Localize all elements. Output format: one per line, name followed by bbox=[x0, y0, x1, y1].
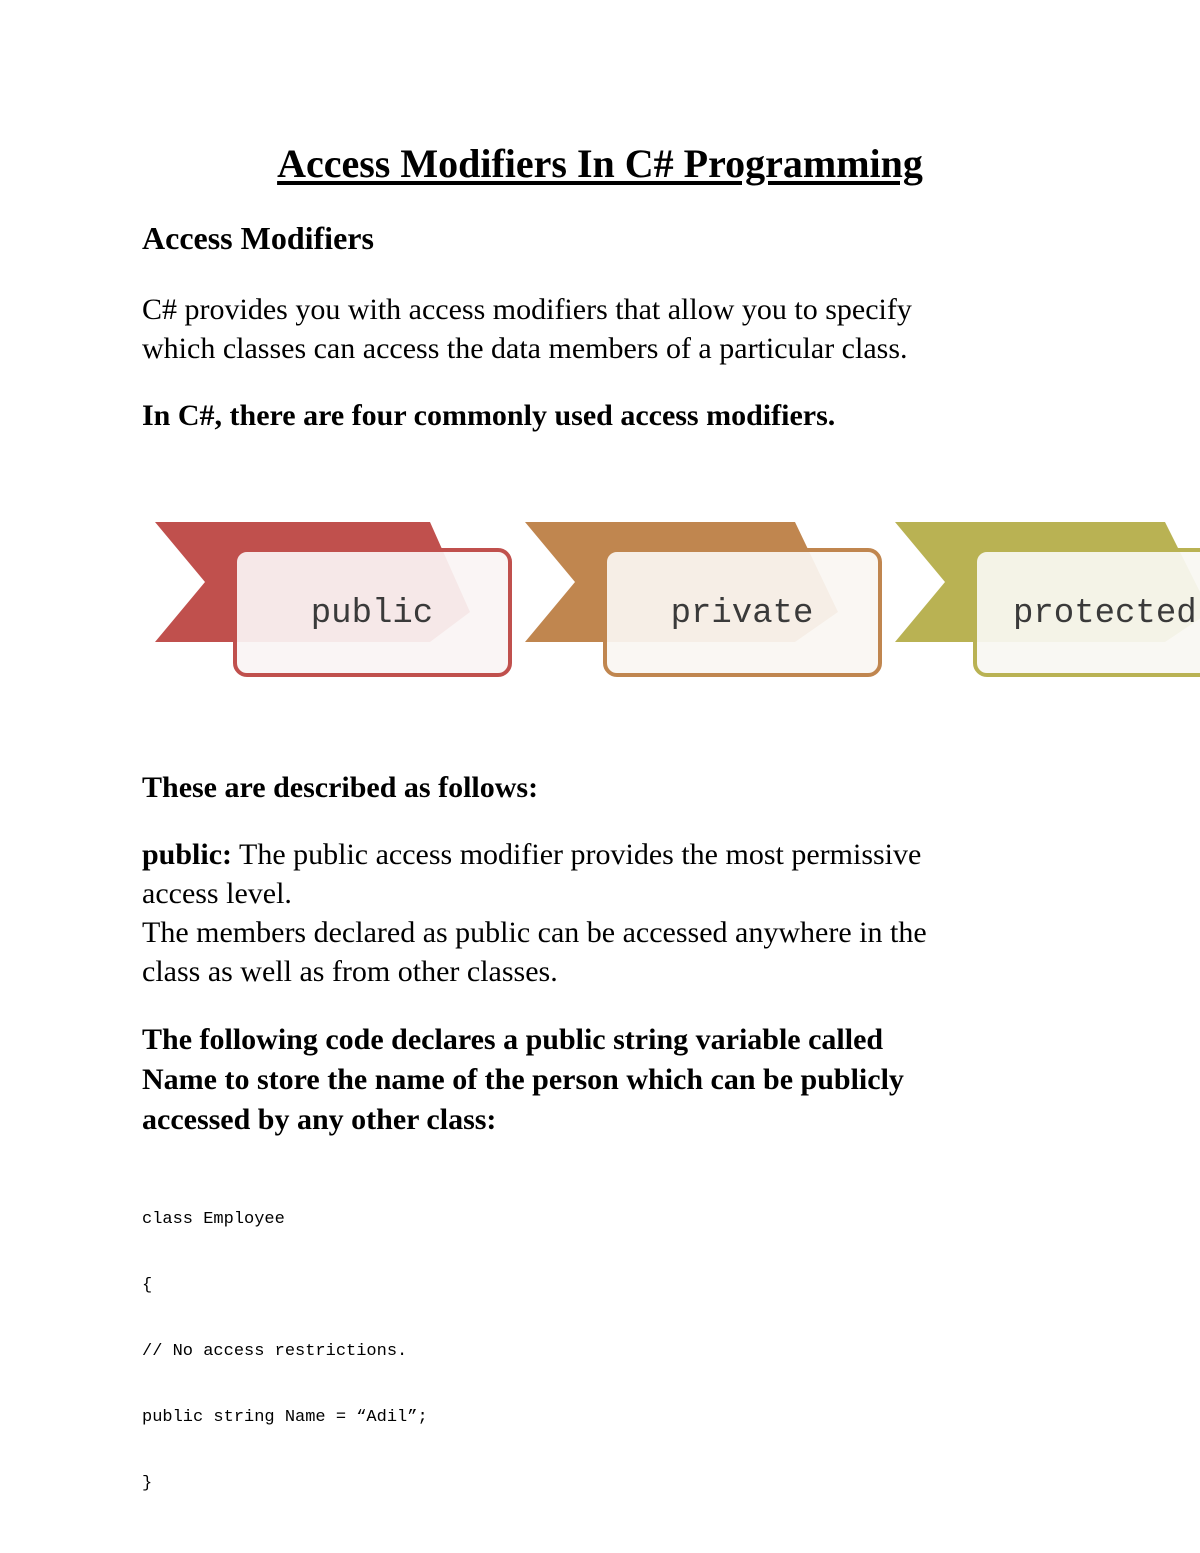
diagram-item-public bbox=[155, 522, 510, 675]
described-heading: These are described as follows: bbox=[142, 771, 539, 804]
public-description bbox=[142, 835, 1062, 991]
code-intro-line-1: The following code declares a public string variable called bbox=[142, 1023, 884, 1056]
section-heading: Access Modifiers bbox=[142, 220, 374, 256]
code-line: // No access restrictions. bbox=[142, 1342, 408, 1361]
code-intro-line-3: accessed by any other class: bbox=[142, 1103, 497, 1136]
label-public: public bbox=[310, 595, 434, 633]
intro-line-1: C# provides you with access modifiers that allow you to specify bbox=[142, 293, 912, 326]
access-modifiers-diagram bbox=[0, 515, 1200, 690]
intro-paragraph bbox=[142, 290, 1062, 368]
intro-line-2: which classes can access the data members of a particular class. bbox=[142, 332, 908, 365]
code-line: class Employee bbox=[142, 1210, 285, 1229]
members-line-2: class as well as from other classes. bbox=[142, 955, 558, 988]
code-block bbox=[142, 1165, 428, 1539]
code-line: { bbox=[142, 1276, 153, 1295]
code-line: public string Name = “Adil”; bbox=[142, 1408, 428, 1427]
code-intro bbox=[142, 1020, 1062, 1140]
public-term: public: bbox=[142, 838, 233, 871]
code-line: } bbox=[142, 1474, 153, 1493]
label-protected: protected bbox=[1013, 595, 1197, 633]
code-intro-line-2: Name to store the name of the person which can be publicly bbox=[142, 1063, 904, 1096]
public-desc-line-1: The public access modifier provides the most permissive bbox=[232, 838, 922, 871]
diagram-item-protected bbox=[895, 522, 1200, 675]
document-title: Access Modifiers In C# Programming bbox=[277, 141, 923, 186]
diagram-item-private bbox=[525, 522, 880, 675]
public-desc-line-2: access level. bbox=[142, 877, 292, 910]
label-private: private bbox=[670, 595, 814, 633]
four-modifiers-statement: In C#, there are four commonly used access modifiers. bbox=[142, 399, 836, 432]
members-line-1: The members declared as public can be accessed anywhere in the bbox=[142, 916, 927, 949]
